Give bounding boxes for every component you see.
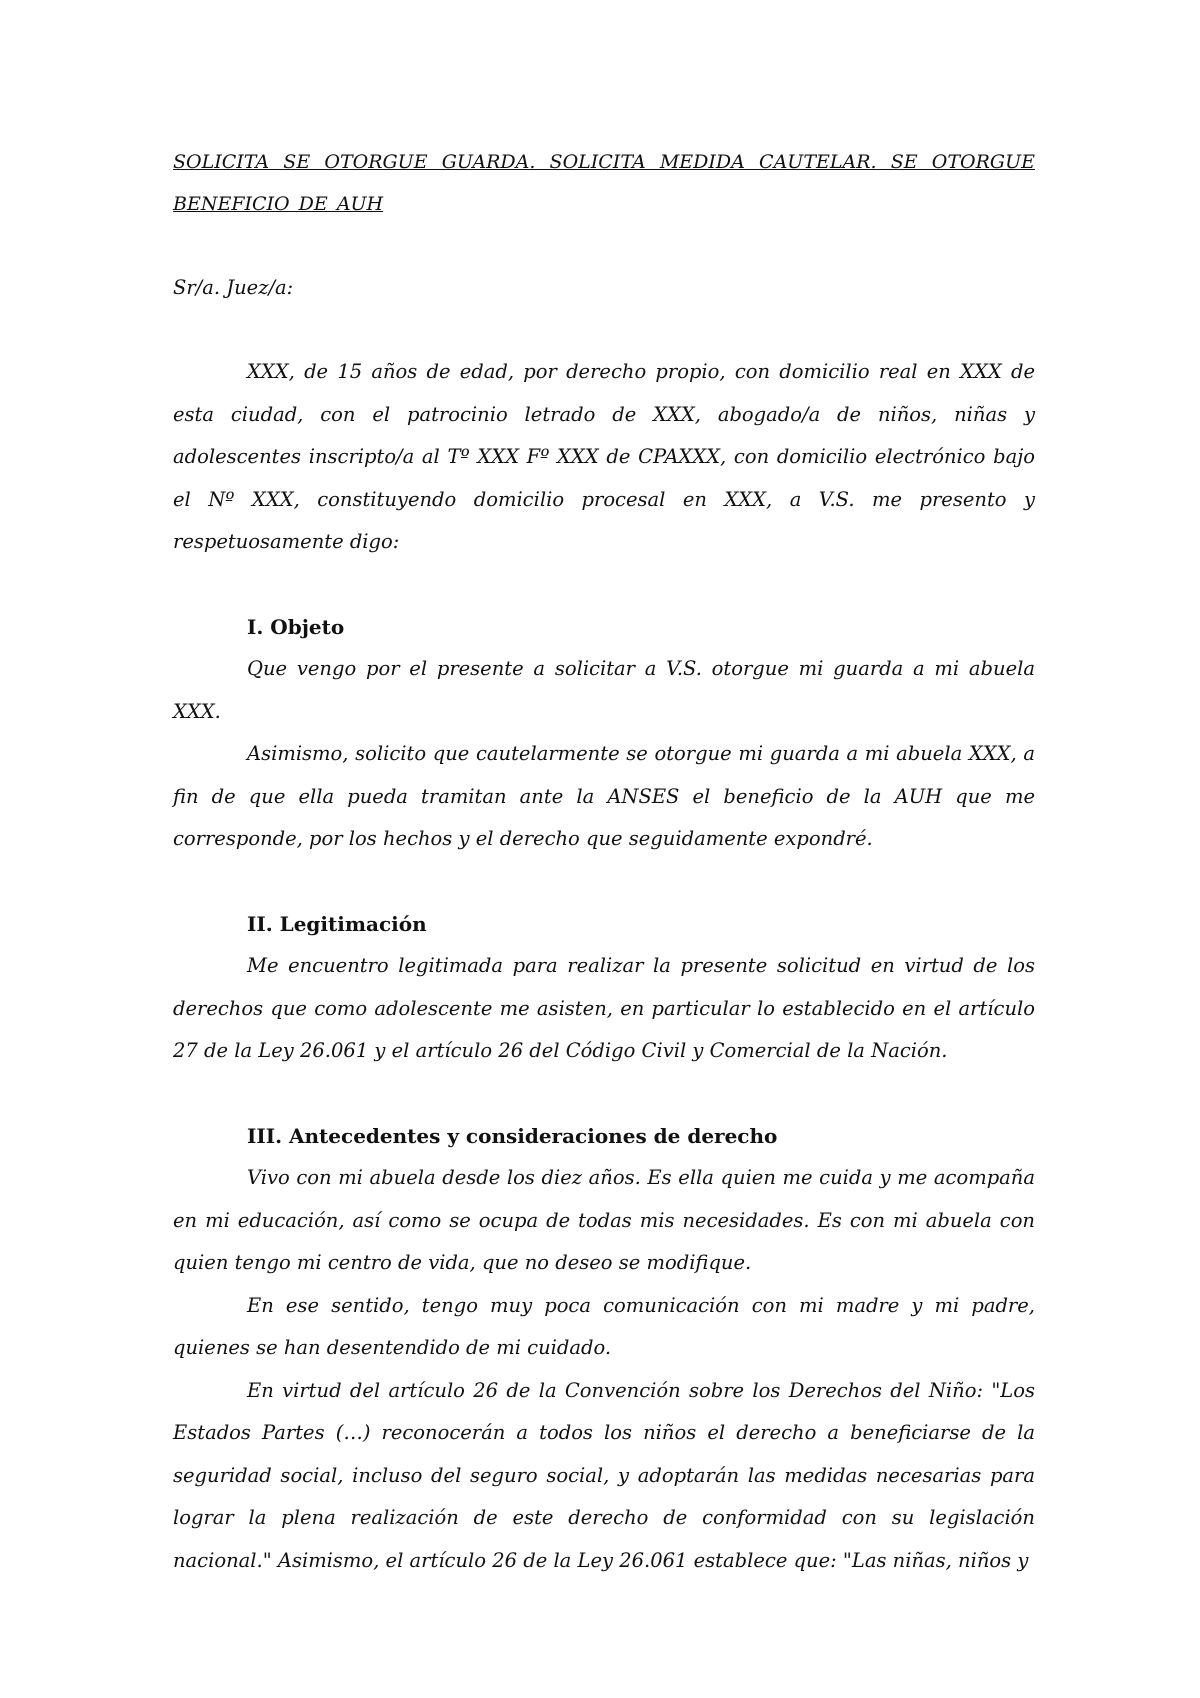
document-body [173,141,1035,1582]
section-heading: III. Antecedentes y consideraciones de derecho [247,1123,778,1148]
section-paragraph: Vivo con mi abuela desde los diez años. Es ella quien me cuida y me acompaña en mi educación, así como se ocupa de todas mis necesidades. Es con mi abuela con quien tengo mi centro de vida, que no deseo se modifique. [173,1166,1035,1274]
intro-paragraph: XXX, de 15 años de edad, por derecho propio, con domicilio real en XXX de esta ciudad, con el patrocinio letrado de XXX, abogado/a de niños, niñas y adolescentes inscripto/a al Tº XXX Fº XXX de CPAXXX, con domicilio electrónico bajo el Nº XXX, constituyendo domicilio procesal en XXX, a V.S. me presento y respetuosamente digo: [173,360,1035,553]
section-paragraph: En ese sentido, tengo muy poca comunicación con mi madre y mi padre, quienes se han desentendido de mi cuidado. [173,1293,1035,1359]
section-paragraph: Que vengo por el presente a solicitar a V.S. otorgue mi guarda a mi abuela XXX. [173,657,1035,723]
section-legitimacion [173,903,1035,1073]
section-heading: I. Objeto [247,614,345,639]
salutation: Sr/a. Juez/a: [173,276,294,299]
section-heading: II. Legitimación [247,911,427,936]
document-title: SOLICITA SE OTORGUE GUARDA. SOLICITA MEDIDA CAUTELAR. SE OTORGUE BENEFICIO DE AUH [173,151,1035,215]
section-antecedentes [173,1115,1035,1583]
section-objeto [173,606,1035,861]
section-paragraph: En virtud del artículo 26 de la Convención sobre los Derechos del Niño: "Los Estados Partes (…) reconocerán a todos los niños el derecho a beneficiarse de la seguridad social, incluso del seguro social, y adoptarán las medidas necesarias para lograr la plena realización de este derecho de conformidad con su legislación nacional." Asimismo, el artículo 26 de la Ley 26.061 establece que: "Las niñas, niños y [173,1378,1035,1572]
section-paragraph: Asimismo, solicito que cautelarmente se otorgue mi guarda a mi abuela XXX, a fin de que ella pueda tramitan ante la ANSES el beneficio de la AUH que me corresponde, por los hechos y el derecho que seguidamente expondré. [173,742,1035,850]
section-paragraph: Me encuentro legitimada para realizar la presente solicitud en virtud de los derechos que como adolescente me asisten, en particular lo establecido en el artículo 27 de la Ley 26.061 y el artículo 26 del Código Civil y Comercial de la Nación. [173,954,1035,1062]
